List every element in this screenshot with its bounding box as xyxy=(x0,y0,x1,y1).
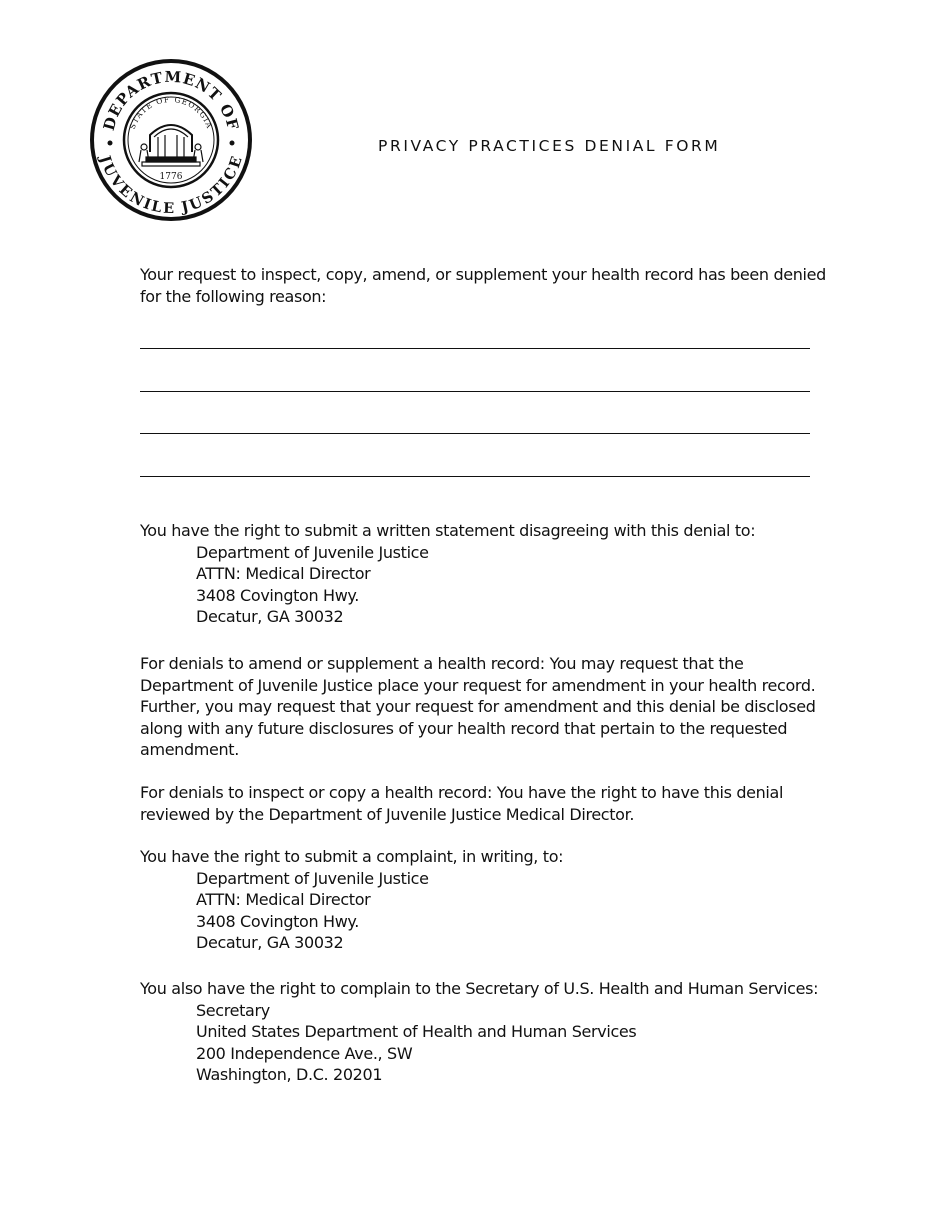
address-line: ATTN: Medical Director xyxy=(196,564,371,583)
paragraph-line: For denials to inspect or copy a health record: You have the right to have this denial xyxy=(140,783,784,802)
reason-line[interactable] xyxy=(140,391,810,392)
department-seal xyxy=(88,57,254,223)
disagreement-address xyxy=(140,542,820,628)
form-title: PRIVACY PRACTICES DENIAL FORM xyxy=(378,137,721,155)
disagreement-intro: You have the right to submit a written statement disagreeing with this denial to: xyxy=(140,521,756,540)
address-line: 3408 Covington Hwy. xyxy=(196,585,360,605)
address-line: United States Department of Health and Human Services xyxy=(196,1022,637,1041)
paragraph-line: amendment. xyxy=(140,740,239,759)
disagreement-section xyxy=(140,520,820,628)
reason-line[interactable] xyxy=(140,476,810,477)
inspect-paragraph xyxy=(140,782,820,825)
paragraph-line: along with any future disclosures of your health record that pertain to the requested xyxy=(140,718,788,738)
denial-intro-line: Your request to inspect, copy, amend, or supplement your health record has been denied xyxy=(140,265,826,284)
hhs-intro: You also have the right to complain to the Secretary of U.S. Health and Human Services: xyxy=(140,979,819,998)
paragraph-line: For denials to amend or supplement a health record: You may request that the xyxy=(140,654,744,673)
denial-intro-line: for the following reason: xyxy=(140,286,327,306)
address-line: Secretary xyxy=(196,1000,270,1020)
address-line: 3408 Covington Hwy. xyxy=(196,911,360,931)
reason-line[interactable] xyxy=(140,433,810,434)
complaint-intro: You have the right to submit a complaint, in writing, to: xyxy=(140,847,564,866)
address-line: Department of Juvenile Justice xyxy=(196,868,429,888)
complaint-address xyxy=(140,868,820,954)
paragraph-line: Department of Juvenile Justice place your request for amendment in your health record. xyxy=(140,675,816,695)
seal-text-bottom: JUVENILE JUSTICE xyxy=(95,153,247,218)
paragraph-line: Further, you may request that your request for amendment and this denial be disclosed xyxy=(140,697,816,716)
denial-intro xyxy=(140,264,826,307)
seal-text-top: DEPARTMENT OF xyxy=(99,67,243,133)
address-line: Department of Juvenile Justice xyxy=(196,542,429,562)
address-line: Decatur, GA 30032 xyxy=(196,607,344,626)
address-line: ATTN: Medical Director xyxy=(196,890,371,909)
complaint-section xyxy=(140,846,820,954)
address-line: 200 Independence Ave., SW xyxy=(196,1043,413,1063)
seal-year: 1776 xyxy=(159,172,183,182)
paragraph-line: reviewed by the Department of Juvenile Justice Medical Director. xyxy=(140,804,635,824)
address-line: Decatur, GA 30032 xyxy=(196,933,344,952)
reason-line[interactable] xyxy=(140,348,810,349)
amend-paragraph xyxy=(140,653,820,761)
hhs-address xyxy=(140,1000,820,1086)
hhs-complaint-section xyxy=(140,978,820,1086)
seal-text-inner: STATE OF GEORGIA xyxy=(127,94,215,131)
address-line: Washington, D.C. 20201 xyxy=(196,1065,383,1084)
